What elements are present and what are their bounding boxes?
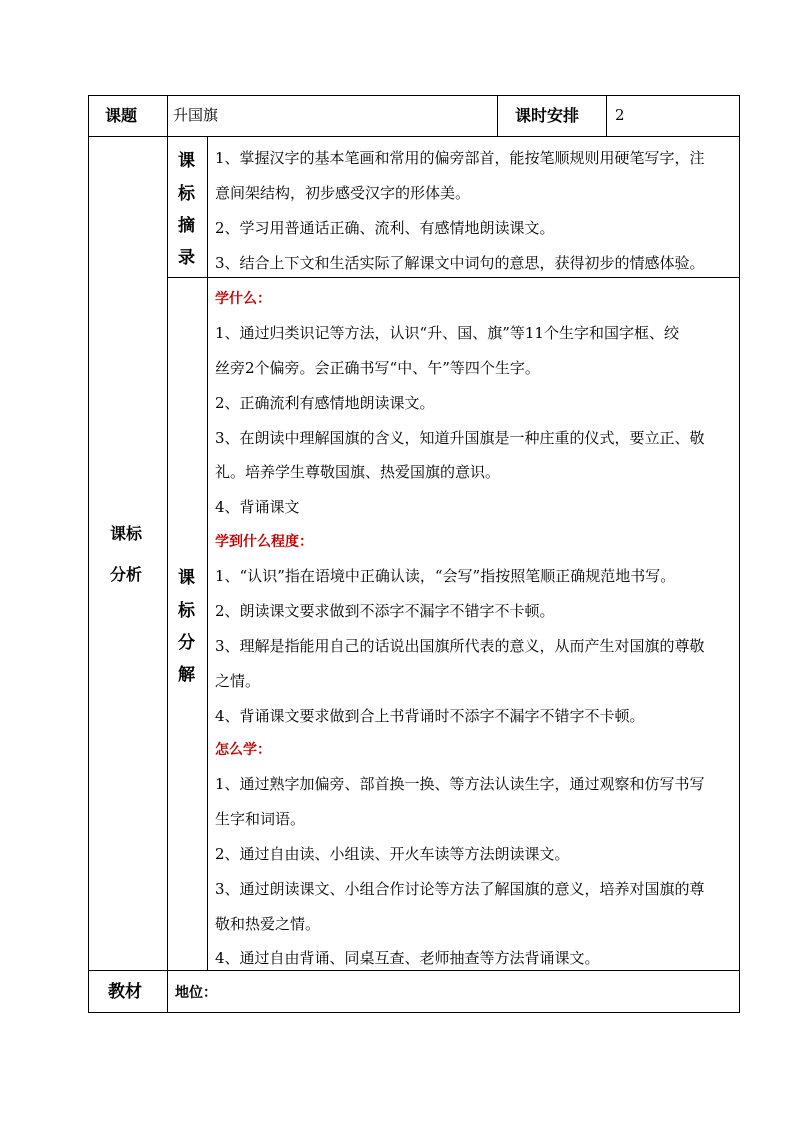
- degree-line: 4、背诵课文要求做到合上书背诵时不添字不漏字不错字不卡顿。: [215, 707, 645, 725]
- degree-line: 2、朗读课文要求做到不添字不漏字不错字不卡顿。: [215, 602, 555, 620]
- excerpt-label-char: 课: [178, 151, 195, 171]
- table-divider-excerpt: [167, 277, 740, 278]
- what-to-learn-line: 4、背诵课文: [215, 498, 300, 516]
- what-to-learn-line: 礼。培养学生尊敬国旗、热爱国旗的意识。: [215, 463, 501, 481]
- what-to-learn-heading: 学什么：: [215, 291, 271, 307]
- how-to-learn-line: 4、通过自由背诵、同桌互查、老师抽查等方法背诵课文。: [215, 949, 600, 967]
- table-divider-header: [88, 136, 740, 137]
- table-border-right: [739, 95, 740, 1013]
- table-border-left: [88, 95, 89, 1013]
- excerpt-line: 1、掌握汉字的基本笔画和常用的偏旁部首，能按笔顺规则用硬笔写字，注: [215, 149, 705, 167]
- how-to-learn-line: 1、通过熟字加偏旁、部首换一换、等方法认读生字，通过观察和仿写书写: [215, 775, 705, 793]
- degree-line: 3、理解是指能用自己的话说出国旗所代表的意义，从而产生对国旗的尊敬: [215, 637, 705, 655]
- how-to-learn-line: 敬和热爱之情。: [215, 915, 321, 933]
- hours-label: 课时安排: [515, 106, 580, 125]
- excerpt-line: 2、学习用普通话正确、流利、有感情地朗读课文。: [215, 219, 555, 237]
- excerpt-line: 意间架结构，初步感受汉字的形体美。: [215, 184, 471, 202]
- breakdown-label-char: 课: [178, 568, 195, 588]
- how-to-learn-line: 2、通过自由读、小组读、开火车读等方法朗读课文。: [215, 845, 570, 863]
- what-to-learn-line: 3、在朗读中理解国旗的含义，知道升国旗是一种庄重的仪式，要立正、敬: [215, 429, 705, 447]
- breakdown-label-char: 解: [178, 665, 195, 685]
- textbook-position-label: 地位：: [175, 985, 217, 1001]
- subject-value: 升国旗: [173, 106, 219, 124]
- section-label-line2: 分析: [110, 565, 143, 584]
- table-border-bottom: [88, 1012, 740, 1013]
- breakdown-label-char: 标: [178, 601, 195, 621]
- what-to-learn-line: 1、通过归类识记等方法，认识“升、国、旗”等11个生字和国字框、绞: [215, 324, 679, 342]
- excerpt-label-char: 录: [178, 248, 195, 268]
- how-to-learn-line: 3、通过朗读课文、小组合作讨论等方法了解国旗的意义，培养对国旗的尊: [215, 880, 705, 898]
- degree-line: 之情。: [215, 672, 261, 690]
- how-to-learn-heading: 怎么学：: [215, 742, 271, 758]
- how-to-learn-line: 生字和词语。: [215, 810, 306, 828]
- breakdown-label-char: 分: [178, 633, 195, 653]
- degree-heading: 学到什么程度：: [215, 534, 313, 550]
- excerpt-label-char: 摘: [178, 216, 195, 236]
- section-label-line1: 课标: [110, 524, 143, 543]
- what-to-learn-line: 2、正确流利有感情地朗读课文。: [215, 394, 435, 412]
- excerpt-line: 3、结合上下文和生活实际了解课文中词句的意思，获得初步的情感体验。: [215, 254, 705, 272]
- table-divider-sublabel-column: [207, 136, 208, 971]
- textbook-label: 教材: [108, 982, 142, 1002]
- table-divider-hours-label: [497, 95, 498, 137]
- table-divider-label-column: [167, 95, 168, 1013]
- hours-value: 2: [615, 106, 625, 124]
- excerpt-label-char: 标: [178, 184, 195, 204]
- degree-line: 1、“认识”指在语境中正确认读，“会写”指按照笔顺正确规范地书写。: [215, 567, 676, 585]
- what-to-learn-line: 丝旁2个偏旁。会正确书写“中、午”等四个生字。: [215, 359, 540, 377]
- table-divider-analysis: [88, 970, 740, 971]
- table-divider-hours-value: [606, 95, 607, 137]
- subject-label: 课题: [105, 106, 138, 125]
- table-border-top: [88, 95, 740, 96]
